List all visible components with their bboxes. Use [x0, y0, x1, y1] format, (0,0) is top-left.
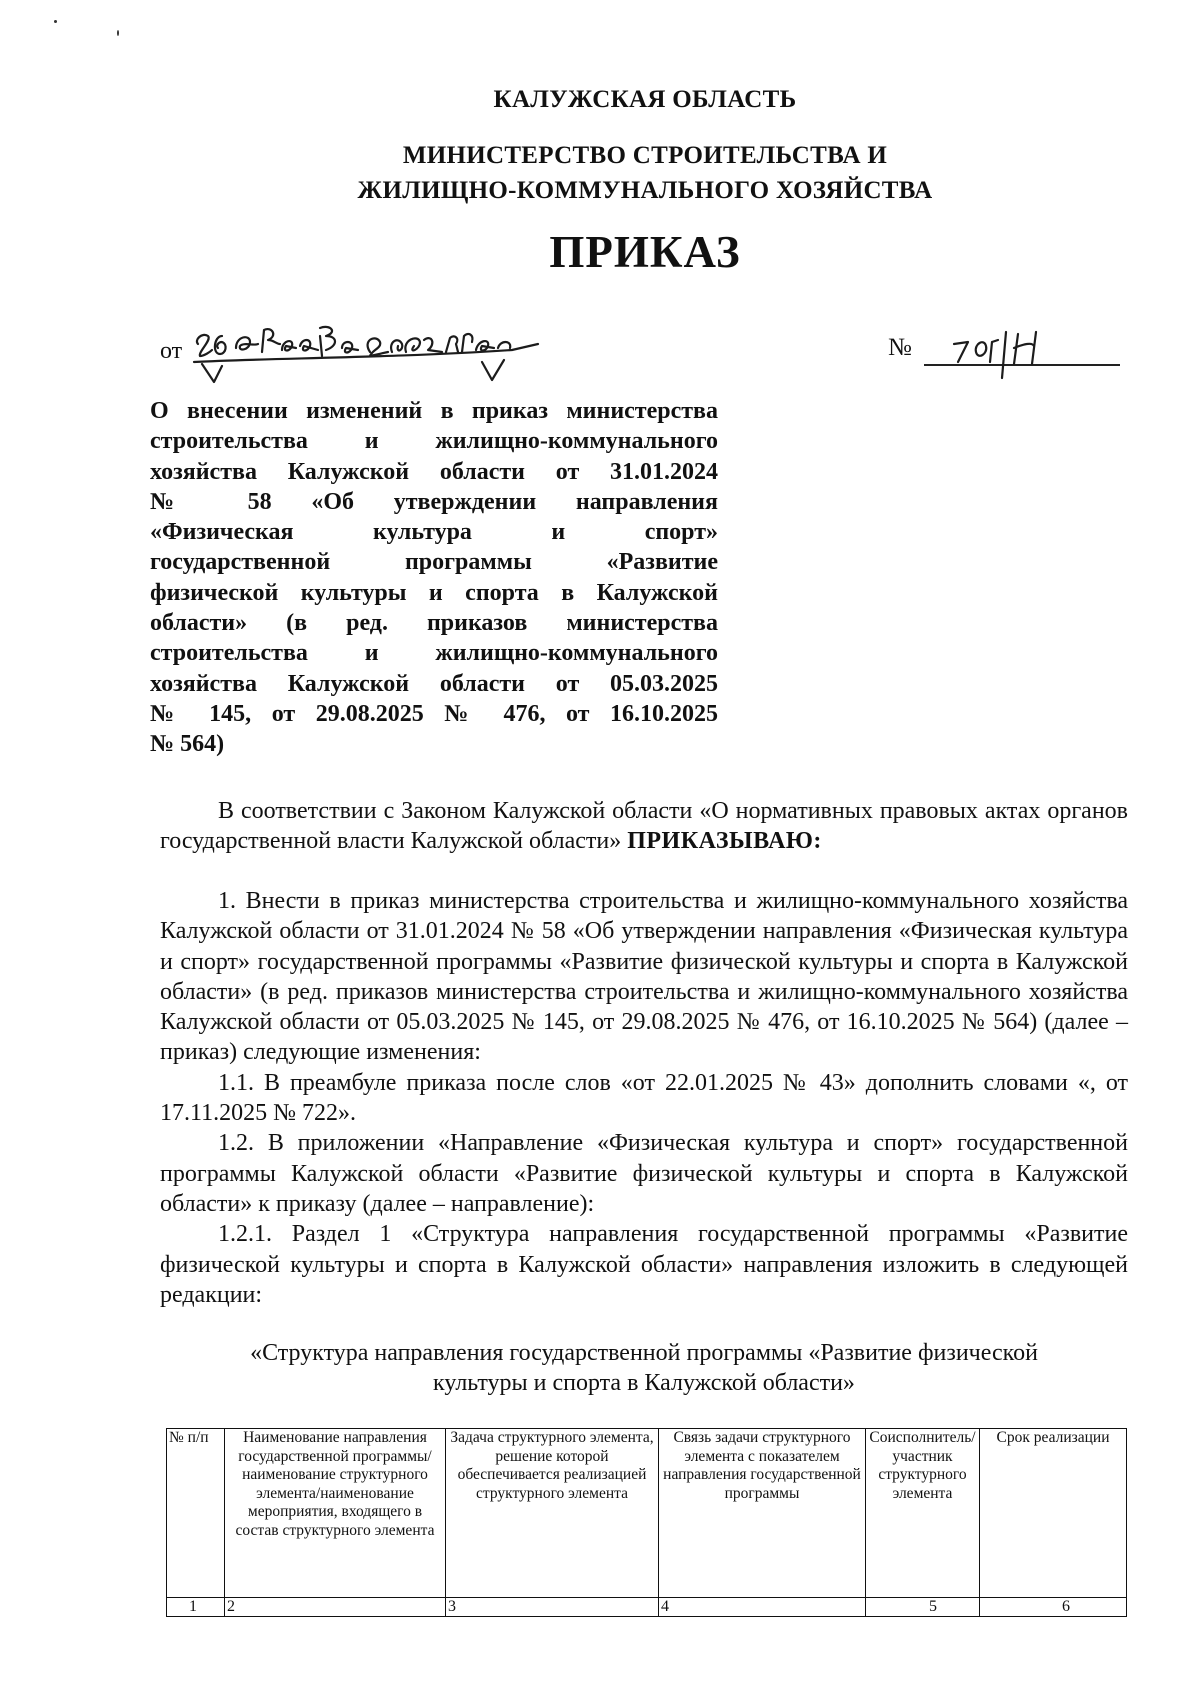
- ministry-title: [0, 138, 1200, 208]
- ministry-title-line1: МИНИСТЕРСТВО СТРОИТЕЛЬСТВА И: [402, 142, 888, 169]
- scan-speck: [117, 30, 119, 36]
- structure-table: [166, 1428, 1127, 1617]
- col-header-number: № п/п: [167, 1429, 225, 1598]
- table-row: [167, 1598, 1127, 1617]
- table-header-row: [167, 1429, 1127, 1598]
- subject-line: области» (в ред. приказов министерства: [150, 610, 718, 637]
- document-type: ПРИКАЗ: [549, 227, 741, 277]
- col-header-task: Задача структурного элемента, решение которой обеспечивается реализацией структурного элемента: [446, 1429, 659, 1598]
- column-number-2: 2: [225, 1598, 446, 1617]
- basis-text: В соответствии с Законом Калужской области «О нормативных правовых актах органов государственной власти Калужской области»: [160, 798, 1128, 855]
- structure-title-line2: культуры и спорта в Калужской области»: [433, 1370, 855, 1397]
- subject-line: хозяйства Калужской области от 31.01.2024: [150, 458, 718, 485]
- subject-line: № 58 «Об утверждении направления: [150, 488, 718, 515]
- subject-line: О внесении изменений в приказ министерства: [150, 398, 718, 424]
- subject-line: хозяйства Калужской области от 05.03.2025: [150, 670, 718, 697]
- item-1-1: 1.1. В преамбуле приказа после слов «от 22.01.2025 № 43» дополнить словами «, от 17.11.2025 № 722».: [160, 1069, 1128, 1127]
- item-1-2: 1.2. В приложении «Направление «Физическая культура и спорт» государственной программы Калужской области «Развитие физической культуры и спорта в Калужской области» к приказу (далее – направление):: [160, 1130, 1128, 1217]
- order-items: [160, 886, 1128, 1310]
- item-1-2-1: 1.2.1. Раздел 1 «Структура направления государственной программы «Развитие физической культуры и спорта в Калужской области» направления изложить в следующей редакции:: [160, 1221, 1128, 1308]
- col-header-link: Связь задачи структурного элемента с показателем направления государственной программы: [659, 1429, 866, 1598]
- structure-title-line1: «Структура направления государственной программы «Развитие физической: [250, 1340, 1038, 1366]
- col-header-name: Наименование направления государственной программы/ наименование структурного элемента/наименование мероприятия, входящего в состав структурного элемента: [225, 1429, 446, 1598]
- handwritten-number: [940, 320, 1090, 380]
- col-header-coexecutor: Соисполнитель/ участник структурного элемента: [866, 1429, 980, 1598]
- column-number-6: 6: [980, 1598, 1127, 1617]
- subject-line: строительства и жилищно-коммунального: [150, 640, 718, 667]
- region-title: КАЛУЖСКАЯ ОБЛАСТЬ: [493, 86, 797, 113]
- basis-paragraph: [160, 796, 1128, 857]
- column-number-3: 3: [446, 1598, 659, 1617]
- subject-line: государственной программы «Развитие: [150, 549, 718, 576]
- subject-line: строительства и жилищно-коммунального: [150, 428, 718, 455]
- item-1: 1. Внести в приказ министерства строительства и жилищно-коммунального хозяйства Калужской области от 31.01.2024 № 58 «Об утверждении направления «Физическая культура и спорт» государственной программы «Развитие физической культуры и спорта в Калужской области» (в ред. приказов министерства строительства и жилищно-коммунального хозяйства Калужской области от 05.03.2025 № 145, от 29.08.2025 № 476, от 16.10.2025 № 564) (далее – приказ) следующие изменения:: [160, 888, 1128, 1066]
- column-number-1: 1: [167, 1598, 225, 1617]
- order-word: ПРИКАЗЫВАЮ:: [627, 828, 822, 855]
- column-number-4: 4: [659, 1598, 866, 1617]
- date-prefix: от: [160, 338, 183, 364]
- column-number-5: 5: [866, 1598, 980, 1617]
- subject-line: физической культуры и спорта в Калужской: [150, 579, 718, 606]
- scan-speck: [54, 20, 57, 23]
- subject-line: № 564): [150, 731, 225, 758]
- number-prefix: №: [888, 334, 912, 361]
- col-header-term: Срок реализации: [980, 1429, 1127, 1598]
- ministry-title-line2: ЖИЛИЩНО-КОММУНАЛЬНОГО ХОЗЯЙСТВА: [357, 177, 933, 204]
- subject-line: «Физическая культура и спорт»: [150, 519, 718, 546]
- subject-line: № 145, от 29.08.2025 № 476, от 16.10.2025: [150, 700, 718, 727]
- structure-title: [160, 1338, 1128, 1399]
- handwritten-date: [192, 322, 552, 400]
- order-subject: [150, 396, 718, 760]
